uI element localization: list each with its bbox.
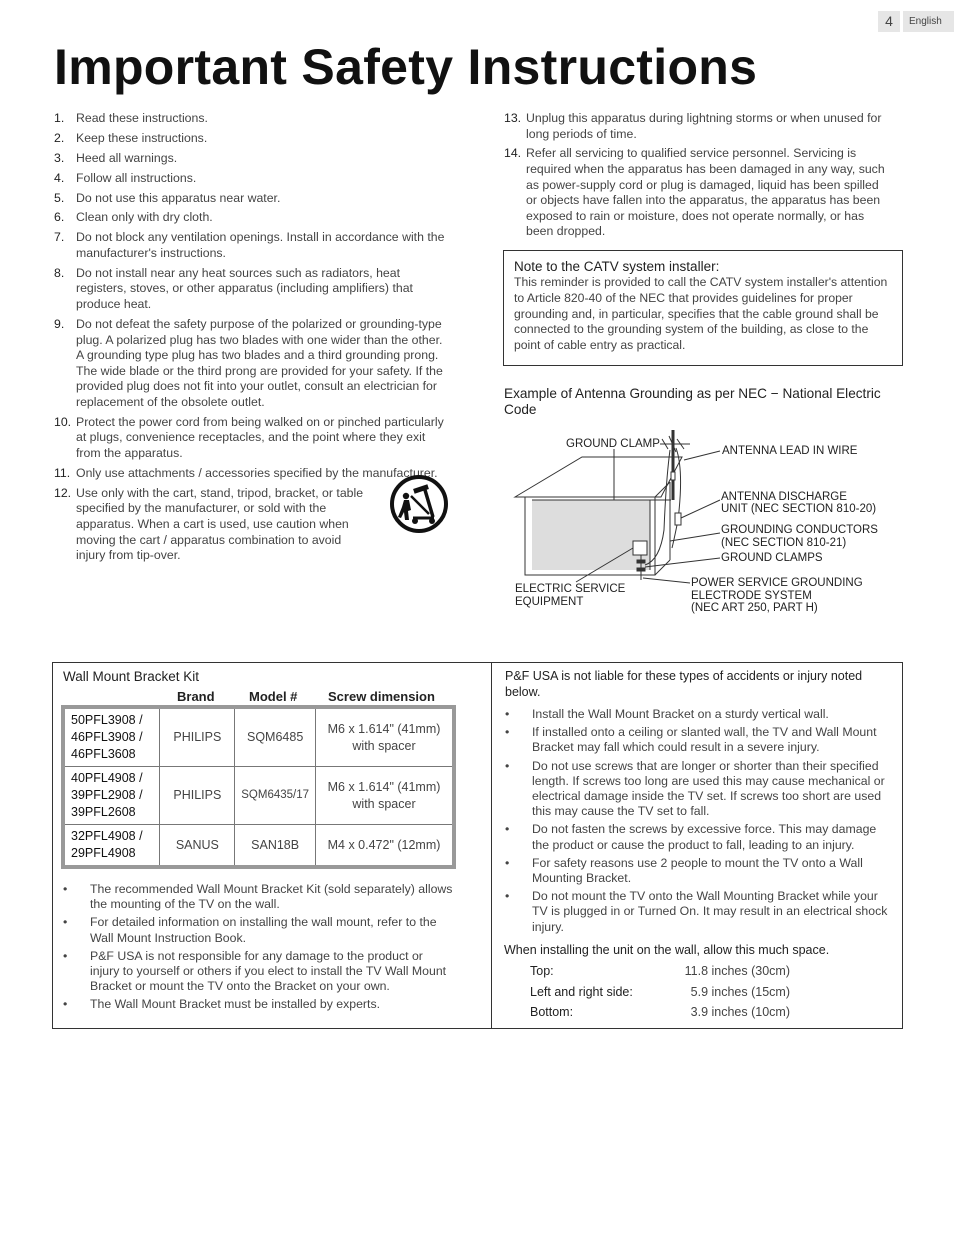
list-item: • If installed onto a ceiling or slanted wall, the TV and Wall Mount Bracket may fall which could result in a severe injury. — [505, 725, 895, 755]
item-text: Clean only with dry cloth. — [76, 210, 213, 225]
liability-list — [505, 707, 895, 938]
section-divider — [491, 662, 492, 1029]
list-item: • P&F USA is not responsible for any damage to the product or injury to yourself or others if you elect to install the TV Wall Mount Bracket or mount the TV onto the Bracket on your own. — [63, 949, 453, 995]
list-item — [54, 210, 452, 226]
list-item: • The Wall Mount Bracket must be installed by experts. — [63, 997, 453, 1012]
spacing-label: Bottom: — [530, 1005, 574, 1020]
item-text: Do not install near any heat sources such as radiators, heat registers, stoves, or other apparatus (including amplifiers) that produce heat. — [76, 265, 413, 312]
electric-service-label-2: EQUIPMENT — [515, 596, 584, 608]
item-number: 10. — [54, 414, 72, 429]
ground-clamps-label: GROUND CLAMPS — [721, 552, 823, 564]
list-item — [54, 317, 452, 411]
table-row — [63, 707, 454, 767]
screw-cell: M4 x 0.472" (12mm) — [316, 825, 454, 868]
item-text: Only use attachments / accessories specified by the manufacturer. — [76, 465, 438, 480]
list-item — [54, 171, 452, 187]
page-number: 4 — [878, 11, 900, 32]
grounding-conductors-label-1: GROUNDING CONDUCTORS — [721, 524, 878, 536]
item-text: Do not block any ventilation openings. Install in accordance with the manufacturer's instructions. — [76, 230, 445, 260]
list-item — [54, 151, 452, 167]
tv-models-cell: 50PFL3908 / 46PFL3908 / 46PFL3608 — [63, 707, 160, 767]
list-item: • Do not fasten the screws by excessive force. This may damage the product or cause the product to fall, leading to an injury. — [505, 822, 895, 852]
antenna-grounding-title: Example of Antenna Grounding as per NEC − National Electric Code — [504, 386, 881, 417]
item-text: Follow all instructions. — [76, 170, 197, 185]
model-cell: SQM6485 — [235, 707, 316, 767]
item-number: 6. — [54, 210, 65, 225]
list-item — [54, 230, 452, 261]
spacing-label: Top: — [530, 964, 554, 979]
catv-note-box — [503, 250, 903, 366]
catv-note-body: This reminder is provided to call the CATV system installer's attention to Article 820-40 of the NEC that provides guidelines for proper grounding and, in particular, specifies that the cable ground shall be connected to the grounding system of the building, as close to the point of cable entry as practical. — [514, 275, 888, 353]
antenna-discharge-label-1: ANTENNA DISCHARGE — [721, 491, 847, 503]
spacing-value: 5.9 inches (15cm) — [690, 984, 790, 999]
list-item: • For safety reasons use 2 people to mount the TV onto a Wall Mounting Bracket. — [505, 856, 895, 886]
brand-cell: PHILIPS — [160, 767, 235, 825]
spacing-table — [530, 961, 790, 1023]
model-column-header: Model # — [249, 689, 298, 704]
item-text: Heed all warnings. — [76, 150, 178, 165]
bracket-table — [61, 705, 456, 869]
screw-cell: M6 x 1.614" (41mm) with spacer — [316, 767, 454, 825]
item-text: Refer all servicing to qualified service personnel. Servicing is required when the apparatus has been damaged in any way, such as power-supply cord or plug is damaged, liquid has been spilled or objects have fallen into the apparatus, the apparatus has been exposed to rain or moisture, does not operate normally, or has been dropped. — [526, 146, 885, 239]
table-row — [530, 982, 790, 1003]
liability-intro: P&F USA is not liable for these types of accidents or injury noted below. — [505, 669, 863, 699]
item-number: 9. — [54, 316, 65, 331]
safety-list-right — [504, 111, 892, 244]
item-number: 12. — [54, 485, 72, 500]
item-number: 14. — [504, 146, 522, 161]
list-item — [54, 191, 452, 207]
item-text: Use only with the cart, stand, tripod, bracket, or table specified by the manufacturer, or sold with the apparatus. When a cart is used, use caution when moving the cart / apparatus combination to avoid injury from tip-over. — [76, 485, 364, 563]
list-item: • For detailed information on installing the wall mount, refer to the Wall Mount Instruction Book. — [63, 915, 453, 945]
item-number: 5. — [54, 190, 65, 205]
list-item — [54, 266, 452, 313]
item-text: Read these instructions. — [76, 111, 208, 125]
list-item — [504, 111, 892, 142]
electrode-label-1: POWER SERVICE GROUNDING — [691, 577, 863, 589]
brand-column-header: Brand — [177, 689, 215, 704]
item-text: Protect the power cord from being walked on or pinched particularly at plugs, convenience receptacles, and the point where they exit from the apparatus. — [76, 414, 444, 460]
screw-column-header: Screw dimension — [328, 689, 435, 704]
list-item — [54, 131, 452, 147]
ground-clamp-label: GROUND CLAMP — [566, 438, 660, 450]
list-item: • The recommended Wall Mount Bracket Kit (sold separately) allows the mounting of the TV on the wall. — [63, 882, 453, 912]
list-item — [54, 415, 452, 462]
tv-models-cell: 32PFL4908 / 29PFL4908 — [63, 825, 160, 868]
item-text: Do not defeat the safety purpose of the polarized or grounding-type plug. A polarized plug has two blades with one wider than the other. A grounding type plug has two blades and a third grounding prong. The wide blade or the third prong are provided for your safety. If the provided plug does not fit into your outlet, consult an electrician for replacement of the obsolete outlet. — [76, 316, 443, 409]
item-text: Do not use this apparatus near water. — [76, 190, 281, 205]
list-item: • Do not use screws that are longer or shorter than their specified length. If screws too long are used this may cause mechanical or electrical damage inside the TV set. If screws too short are used this may cause the TV set to fall. — [505, 759, 895, 820]
item-number: 2. — [54, 130, 65, 145]
list-item — [54, 111, 452, 127]
tv-models-cell: 40PFL4908 / 39PFL2908 / 39PFL2608 — [63, 767, 160, 825]
page-title: Important Safety Instructions — [54, 39, 758, 95]
brand-cell: SANUS — [160, 825, 235, 868]
electrode-label-3: (NEC ART 250, PART H) — [691, 602, 818, 614]
catv-note-title: Note to the CATV system installer: — [514, 259, 720, 274]
item-number: 13. — [504, 111, 522, 125]
antenna-lead-in-label: ANTENNA LEAD IN WIRE — [722, 445, 858, 457]
spacing-intro: When installing the unit on the wall, allow this much space. — [504, 943, 830, 957]
item-text: Keep these instructions. — [76, 130, 208, 145]
language-tab: English — [903, 11, 954, 32]
model-cell: SQM6435/17 — [235, 767, 316, 825]
wall-mount-notes — [63, 882, 453, 1016]
table-row — [530, 961, 790, 982]
spacing-value: 11.8 inches (30cm) — [684, 964, 790, 979]
table-row — [63, 825, 454, 868]
list-item: • Install the Wall Mount Bracket on a sturdy vertical wall. — [505, 707, 895, 722]
screw-cell: M6 x 1.614" (41mm) with spacer — [316, 707, 454, 767]
grounding-conductors-label-2: (NEC SECTION 810-21) — [721, 537, 847, 549]
table-row — [530, 1002, 790, 1023]
item-number: 3. — [54, 150, 65, 165]
item-number: 8. — [54, 265, 65, 280]
list-item: • Do not mount the TV onto the Wall Mounting Bracket while your TV is plugged in or Turned On. It may result in an electrical shock injury. — [505, 889, 895, 935]
item-text: Unplug this apparatus during lightning storms or when unused for long periods of time. — [526, 111, 882, 141]
wall-mount-title: Wall Mount Bracket Kit — [63, 669, 200, 684]
model-cell: SAN18B — [235, 825, 316, 868]
table-row — [63, 767, 454, 825]
item-number: 4. — [54, 170, 65, 185]
antenna-discharge-label-2: UNIT (NEC SECTION 810-20) — [721, 503, 877, 515]
item-number: 1. — [54, 111, 65, 125]
electric-service-label-1: ELECTRIC SERVICE — [515, 583, 626, 595]
electrode-label-2: ELECTRODE SYSTEM — [691, 590, 812, 602]
list-item — [504, 146, 892, 240]
item-number: 7. — [54, 230, 65, 245]
cart-tip-over-warning-icon — [389, 474, 449, 534]
spacing-value: 3.9 inches (10cm) — [690, 1005, 790, 1020]
item-number: 11. — [54, 465, 71, 480]
brand-cell: PHILIPS — [160, 707, 235, 767]
spacing-label: Left and right side: — [530, 984, 633, 999]
